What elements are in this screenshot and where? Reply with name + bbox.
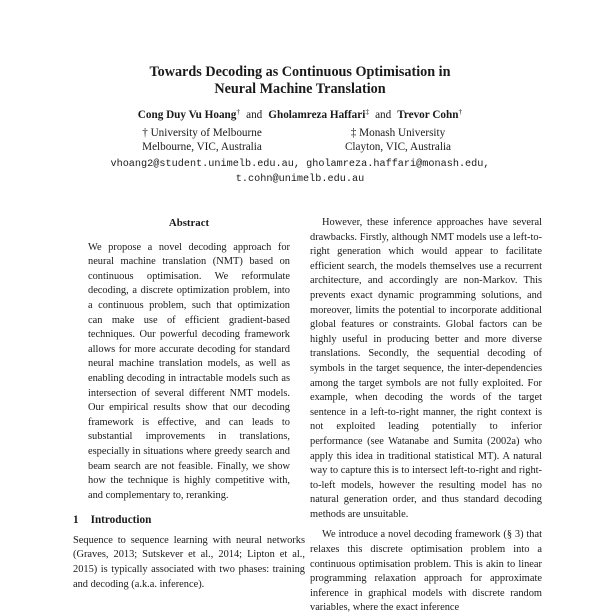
paper-title [0,64,600,98]
email-line-2: t.cohn@unimelb.edu.au [235,174,365,185]
affiliation-monash [318,126,478,154]
section-number: 1 [73,514,79,527]
and-word: and [375,109,392,121]
title-line-2: Neural Machine Translation [214,81,386,97]
title-line-1: Towards Decoding as Continuous Optimisation in [149,64,451,80]
affiliation-melbourne [122,126,282,154]
author-name: Cong Duy Vu Hoang [137,109,237,121]
affiliation-line: † University of Melbourne [142,127,262,139]
body-paragraph: However, these inference approaches have several drawbacks. Firstly, although NMT models use a left-to-right generation which would appear to facilitate efficient search, the models themselves use a recurrent architecture, and accordingly are non-Markov. This prevents exact dynamic programming solutions, and moreover, limits the potential to incorporate additional global features or constraints. Global factors can be highly useful in producing better and more diverse translations. Secondly, the sequential decoding of symbols in the target sequence, the inter-dependencies among the target symbols are not fully exploited. For example, when decoding the words of the target sentence in a left-to-right manner, the right context is not exploited leading potentially to inferior performance (see Watanabe and Sumita (2002a) who apply this idea in traditional statistical MT). A natural way to capture this is to intersect left-to-right and right-to-left models, however the resulting model has no natural generation order, and thus standard decoding methods are unsuitable. [310,217,542,520]
right-column [310,216,542,616]
introduction-paragraph: Sequence to sequence learning with neural networks (Graves, 2013; Sutskever et al., 2014; Lipton et al., 2015) is typically associated with two phases: training and decoding (a.k.a. inference). [73,534,305,590]
affiliation-line: Melbourne, VIC, Australia [142,141,262,153]
section-heading-introduction [73,513,305,528]
abstract-text: We propose a novel decoding approach for neural machine translation (NMT) based on continuous optimisation. We reformulate decoding, a discrete optimization problem, into a continuous problem, such that optimization can make use of efficient gradient-based techniques. Our powerful decoding framework allows for more accurate decoding for standard neural machine translation models, as well as enabling decoding in intractable models such as intersection of several different NMT models. Our empirical results show that our decoding framework is effective, and can leads to substantial improvements in translations, especially in situations where greedy search and beam search are not feasible. Finally, we show how the technique is highly competitive with, and complementary to, reranking. [88,241,290,501]
author-list [0,108,600,122]
email-line-1: vhoang2@student.unimelb.edu.au, gholamreza.haffari@monash.edu, [110,159,490,170]
body-paragraph: We introduce a novel decoding framework (§ 3) that relaxes this discrete optimisation problem into a continuous optimisation problem. This is akin to linear programming relaxation approach for approximate inference in graphical models with discrete random variables, where the exact inference [310,529,542,614]
left-column [73,216,305,592]
abstract-heading: Abstract [168,217,210,229]
affiliation-line: ‡ Monash University [350,127,446,139]
affiliation-line: Clayton, VIC, Australia [344,141,452,153]
author-name: Gholamreza Haffari [268,109,366,121]
author-mark: † [236,107,241,116]
author-emails [0,157,600,187]
and-word: and [246,109,263,121]
author-mark: † [458,107,463,116]
author-mark: ‡ [365,107,370,116]
author-name: Trevor Cohn [397,109,459,121]
section-title: Introduction [90,514,152,527]
